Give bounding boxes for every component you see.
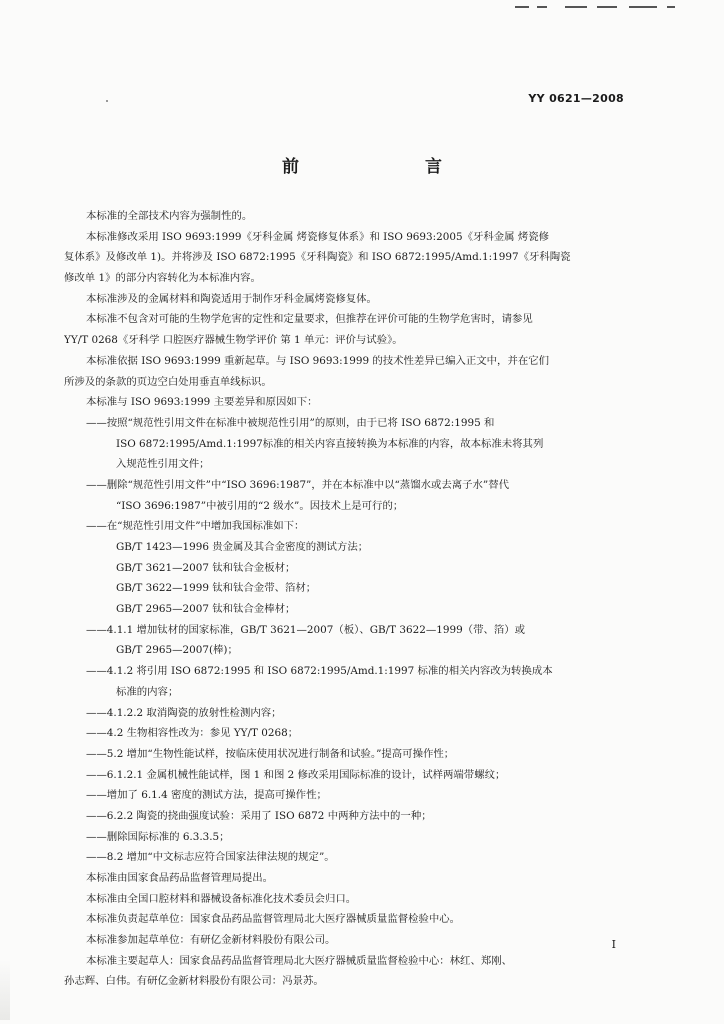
scan-dot	[106, 100, 108, 102]
text-line: ——删除“规范性引用文件”中“ISO 3696:1987”，并在本标准中以“蒸馏水或去离子水”替代	[86, 478, 510, 491]
text-line: 本标准不包含对可能的生物学危害的定性和定量要求，但推荐在评价可能的生物学危害时，请参见	[86, 313, 533, 326]
page-title: 前 言	[282, 157, 482, 177]
text-line: 本标准与 ISO 9693:1999 主要差异和原因如下：	[86, 396, 318, 409]
text-line: 本标准的全部技术内容为强制性的。	[86, 210, 253, 222]
foreword-body	[64, 206, 626, 992]
text-line: 本标准涉及的金属材料和陶瓷适用于制作牙科金属烤瓷修复体。	[86, 292, 377, 305]
text-line: 标准的内容；	[116, 685, 179, 698]
text-line: YY/T 0268《牙科学 口腔医疗器械生物学评价 第 1 单元：评价与试验》。	[64, 334, 403, 347]
text-line: GB/T 3622—1999 钛和钛合金带、箔材；	[116, 582, 317, 595]
text-line: 孙志辉、白伟。有研亿金新材料股份有限公司：冯景苏。	[64, 975, 324, 988]
text-line: ——按照“规范性引用文件在标准中被规范性引用”的原则，由于已将 ISO 6872:1995 和	[86, 416, 495, 429]
text-line: ——增加了 6.1.4 密度的测试方法，提高可操作性；	[86, 789, 327, 802]
text-line: 本标准主要起草人：国家食品药品监督管理局北大医疗器械质量监督检验中心：林红、郑刚、	[86, 954, 513, 967]
text-line: 本标准由全国口腔材料和器械设备标准化技术委员会归口。	[86, 892, 357, 905]
text-line: 修改单 1》的部分内容转化为本标准内容。	[64, 272, 261, 285]
text-line: GB/T 2965—2007(棒)；	[116, 644, 238, 657]
scan-edge-marks	[505, 2, 705, 12]
text-line: GB/T 3621—2007 钛和钛合金板材；	[116, 561, 296, 574]
text-line: “ISO 3696:1987”中被引用的“2 级水”。因技术上是可行的；	[116, 499, 404, 512]
text-line: 本标准由国家食品药品监督管理局提出。	[86, 872, 274, 884]
text-line: ——4.1.2 将引用 ISO 6872:1995 和 ISO 6872:1995/Amd.1:1997 标准的相关内容改为转换成本	[86, 665, 553, 678]
text-line: 所涉及的条款的页边空白处用垂直单线标识。	[64, 375, 272, 388]
text-line: ——6.1.2.1 金属机械性能试样，图 1 和图 2 修改采用国际标准的设计，试样两端带螺纹；	[86, 768, 506, 781]
text-line: ——在“规范性引用文件”中增加我国标准如下：	[86, 520, 305, 533]
page-number: I	[611, 938, 616, 951]
scan-smudge	[0, 960, 10, 1020]
standard-number: YY 0621—2008	[528, 92, 624, 105]
text-line: 入规范性引用文件；	[116, 458, 210, 471]
text-line: GB/T 2965—2007 钛和钛合金棒材；	[116, 603, 296, 616]
text-line: 本标准参加起草单位：有研亿金新材料股份有限公司。	[86, 934, 336, 947]
text-line: ——4.1.1 增加钛材的国家标准，GB/T 3621—2007（板）、GB/T 3622—1999（带、箔）或	[86, 623, 526, 636]
text-line: GB/T 1423—1996 贵金属及其合金密度的测试方法；	[116, 541, 369, 553]
text-line: 本标准修改采用 ISO 9693:1999《牙科金属 烤瓷修复体系》和 ISO 9693:2005《牙科金属 烤瓷修	[86, 230, 550, 243]
text-line: ——8.2 增加“中文标志应符合国家法律法规的规定”。	[86, 851, 335, 864]
text-line: ——4.1.2.2 取消陶瓷的放射性检测内容；	[86, 706, 282, 719]
text-line: 本标准负责起草单位：国家食品药品监督管理局北大医疗器械质量监督检验中心。	[86, 913, 461, 926]
text-line: ISO 6872:1995/Amd.1:1997标准的相关内容直接转换为本标准的内容，故本标准未将其列	[116, 437, 544, 450]
text-line: 本标准依据 ISO 9693:1999 重新起草。与 ISO 9693:1999 的技术性差异已编入正文中，并在它们	[86, 354, 550, 367]
text-line: ——6.2.2 陶瓷的挠曲强度试验：采用了 ISO 6872 中两种方法中的一种；	[86, 809, 432, 822]
text-line: ——4.2 生物相容性改为：参见 YY/T 0268；	[86, 727, 299, 740]
text-line: 复体系》及修改单 1)。并将涉及 ISO 6872:1995《牙科陶瓷》和 ISO 6872:1995/Amd.1:1997《牙科陶瓷	[64, 251, 571, 264]
text-line: ——删除国际标准的 6.3.3.5；	[86, 830, 230, 843]
text-line: ——5.2 增加“生物性能试样，按临床使用状况进行制备和试验。”提高可操作性；	[86, 747, 455, 760]
